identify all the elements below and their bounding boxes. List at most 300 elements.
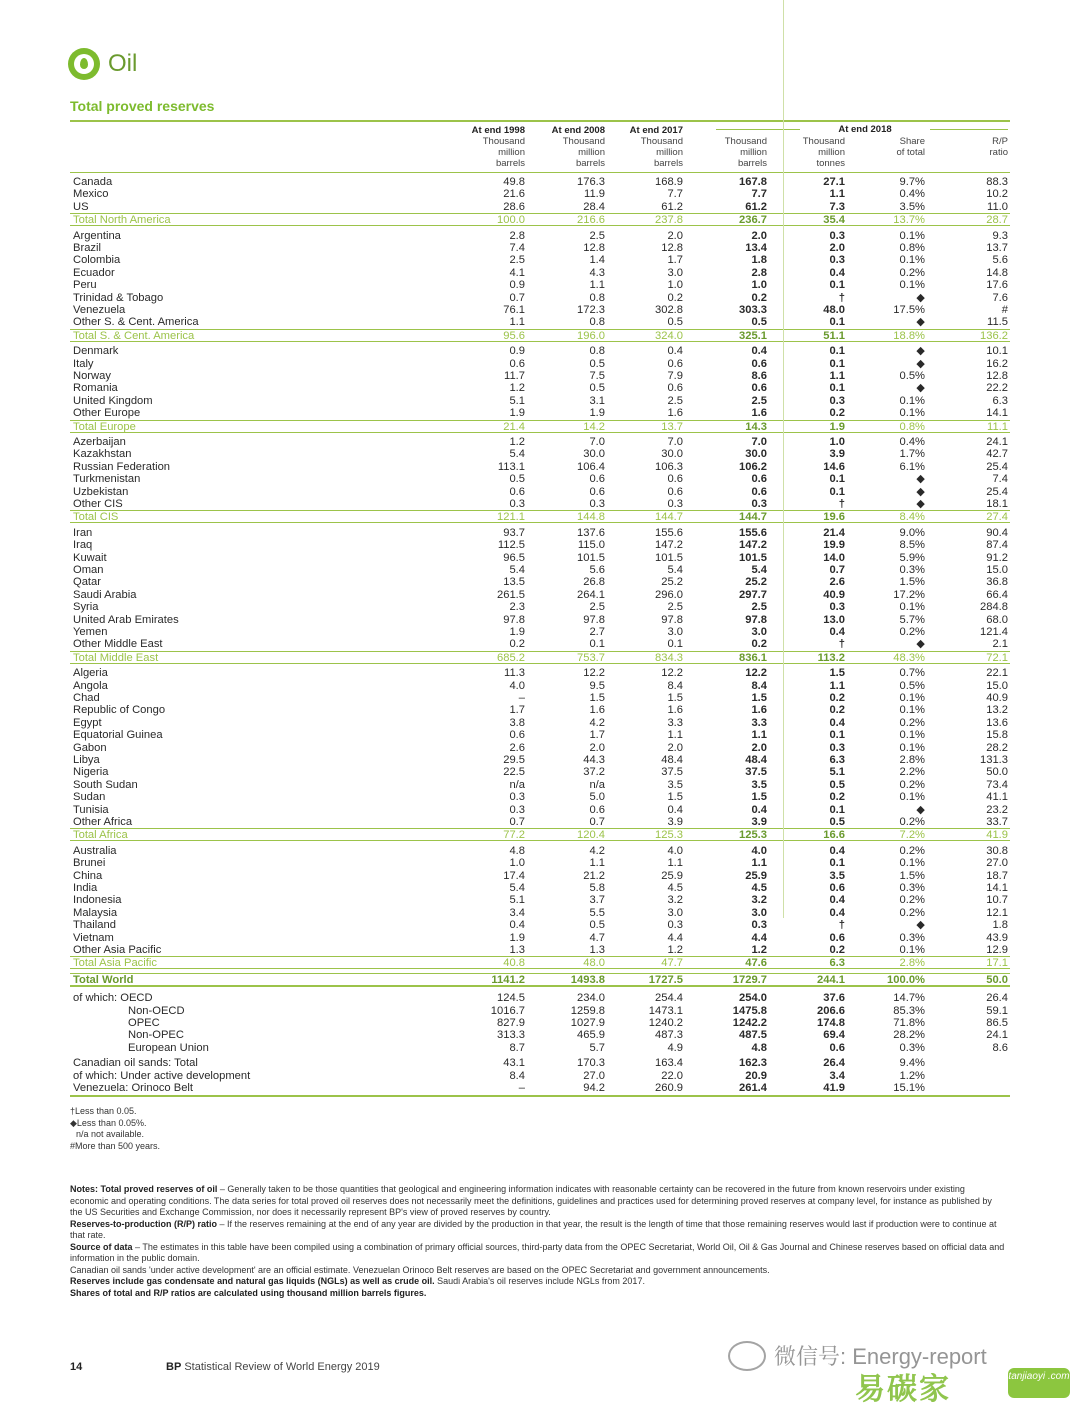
value-2008: 4.3 xyxy=(589,266,605,279)
value-2008: 120.4 xyxy=(577,829,605,842)
value-rp-ratio: 50.0 xyxy=(986,766,1008,779)
value-1998: 0.7 xyxy=(509,291,525,304)
row-label: Non-OECD xyxy=(128,1004,185,1017)
value-2018-tonnes: 13.0 xyxy=(823,613,845,626)
row-label: Malaysia xyxy=(73,906,118,919)
column-header-5: Thousand million tonnes xyxy=(802,136,845,169)
value-2018-tonnes: 51.1 xyxy=(823,329,845,342)
value-2017: 0.5 xyxy=(667,316,683,329)
value-rp-ratio: 23.2 xyxy=(986,803,1008,816)
value-2008: 264.1 xyxy=(577,588,605,601)
table-row xyxy=(70,870,1010,882)
table-row xyxy=(70,894,1010,906)
value-1998: 5.1 xyxy=(509,394,525,407)
value-2018-tonnes: 69.4 xyxy=(823,1029,845,1042)
value-2017: 7.9 xyxy=(667,370,683,382)
value-1998: 97.8 xyxy=(503,613,525,626)
value-rp-ratio: 11.0 xyxy=(987,200,1008,213)
row-label: Mexico xyxy=(73,188,109,201)
value-share: 85.3% xyxy=(893,1004,925,1017)
value-share: 0.4% xyxy=(899,188,925,201)
value-1998: 17.4 xyxy=(503,869,525,882)
value-2008: 0.1 xyxy=(589,638,605,651)
value-2008: n/a xyxy=(589,778,605,791)
value-2017: 144.7 xyxy=(655,511,683,524)
value-2018-tonnes: 40.9 xyxy=(823,588,845,601)
value-share: 14.7% xyxy=(893,992,925,1005)
value-2017: 37.5 xyxy=(661,766,683,779)
value-share: 0.1% xyxy=(899,692,925,704)
value-2018-tonnes: 1.1 xyxy=(829,370,845,382)
value-share: 0.2% xyxy=(899,626,925,638)
value-rp-ratio: 24.1 xyxy=(986,1029,1008,1042)
value-rp-ratio: 131.3 xyxy=(980,754,1008,766)
value-2008: 170.3 xyxy=(577,1057,605,1070)
column-header-1: At end 1998 Thousand million barrels xyxy=(471,125,525,169)
value-2018-barrels: 303.3 xyxy=(739,304,767,316)
value-2008: 1.9 xyxy=(589,407,605,420)
row-label: Total Middle East xyxy=(73,651,159,664)
row-label: Colombia xyxy=(73,254,121,267)
value-rp-ratio: 10.1 xyxy=(986,345,1008,358)
table-row xyxy=(70,407,1010,419)
value-1998: 1.2 xyxy=(509,382,525,395)
table-row xyxy=(70,614,1010,626)
row-label: Egypt xyxy=(73,716,102,729)
column-header-4: Thousand million barrels xyxy=(724,136,767,169)
value-share: 1.2% xyxy=(899,1069,925,1082)
value-2018-barrels: 0.3 xyxy=(751,919,767,932)
value-2018-tonnes: 3.5 xyxy=(829,869,845,882)
value-2018-tonnes: 16.6 xyxy=(823,829,845,842)
value-2017: 0.6 xyxy=(667,357,683,370)
value-2018-barrels: 5.4 xyxy=(751,564,767,576)
value-2018-tonnes: 2.0 xyxy=(829,242,845,254)
value-2018-barrels: 254.0 xyxy=(739,992,767,1005)
value-share: ◆ xyxy=(916,316,925,329)
value-share: 0.1% xyxy=(899,704,925,717)
value-share: 5.7% xyxy=(899,613,925,626)
table-row xyxy=(70,1057,1010,1069)
value-share: 8.4% xyxy=(899,511,925,524)
value-share: 0.1% xyxy=(899,279,925,292)
table-row xyxy=(70,448,1010,460)
row-label: Canada xyxy=(73,176,113,188)
row-label: Brunei xyxy=(73,857,106,870)
publication-title: BP Statistical Review of World Energy 2019 xyxy=(166,1361,380,1373)
value-2018-tonnes: 0.5 xyxy=(829,778,845,791)
value-share: 48.3% xyxy=(893,651,925,664)
value-2018-barrels: 48.4 xyxy=(745,754,767,766)
row-label: Brazil xyxy=(73,242,101,254)
value-1998: 1.7 xyxy=(509,704,525,717)
value-rp-ratio: 7.4 xyxy=(992,473,1008,486)
value-1998: 112.5 xyxy=(497,539,525,552)
value-2018-barrels: 1.2 xyxy=(751,944,767,956)
value-2008: 1.7 xyxy=(589,729,605,742)
value-2018-tonnes: 0.3 xyxy=(829,229,845,242)
table-row xyxy=(70,382,1010,394)
value-1998: 2.5 xyxy=(509,254,525,267)
value-2017: 12.8 xyxy=(661,242,683,254)
row-label: Romania xyxy=(73,382,118,395)
value-2008: 0.6 xyxy=(589,803,605,816)
value-1998: 0.6 xyxy=(509,485,525,498)
value-2008: 4.2 xyxy=(589,716,605,729)
value-2017: 237.8 xyxy=(655,214,683,227)
table-row xyxy=(70,395,1010,407)
value-2018-tonnes: 5.1 xyxy=(829,766,845,779)
value-2017: 4.5 xyxy=(667,882,683,894)
value-1998: 0.3 xyxy=(509,803,525,816)
value-2018-barrels: 3.5 xyxy=(751,778,767,791)
value-rp-ratio: 59.1 xyxy=(986,1004,1008,1017)
value-2017: 12.2 xyxy=(661,667,683,680)
footnote: ◆Less than 0.05%. xyxy=(70,1117,147,1128)
value-2018-barrels: 8.4 xyxy=(751,679,767,692)
value-2018-barrels: 37.5 xyxy=(745,766,767,779)
value-1998: 49.8 xyxy=(503,176,525,188)
value-share: 0.4% xyxy=(899,436,925,448)
value-2018-barrels: 8.6 xyxy=(751,370,767,382)
value-1998: 121.1 xyxy=(497,511,525,524)
table-row xyxy=(70,576,1010,588)
value-2018-barrels: 0.4 xyxy=(751,345,767,358)
value-2017: 0.6 xyxy=(667,485,683,498)
value-2017: 1.7 xyxy=(667,254,683,267)
value-1998: 5.4 xyxy=(509,882,525,894)
value-2017: 47.7 xyxy=(661,957,683,970)
value-share: 9.0% xyxy=(899,526,925,539)
value-rp-ratio: 28.7 xyxy=(986,214,1008,227)
value-2018-barrels: 1242.2 xyxy=(732,1017,767,1029)
table-row xyxy=(70,791,1010,803)
value-rp-ratio: 15.8 xyxy=(986,729,1008,742)
value-1998: – xyxy=(518,692,525,704)
value-1998: 13.5 xyxy=(503,576,525,589)
value-share: 0.1% xyxy=(899,741,925,754)
value-rp-ratio: 41.9 xyxy=(986,829,1008,842)
value-share: 0.2% xyxy=(899,716,925,729)
value-2018-barrels: 1729.7 xyxy=(732,973,767,986)
table-row xyxy=(70,552,1010,564)
table-row xyxy=(70,267,1010,279)
value-2008: 0.3 xyxy=(589,498,605,510)
value-share: 6.1% xyxy=(899,460,925,473)
value-2017: 61.2 xyxy=(661,200,683,213)
value-1998: 77.2 xyxy=(503,829,525,842)
value-2018-barrels: 1.6 xyxy=(751,407,767,420)
value-2018-barrels: 4.4 xyxy=(751,931,767,944)
value-2018-tonnes: 0.2 xyxy=(829,704,845,717)
value-share: 0.3% xyxy=(899,1041,925,1054)
table-row xyxy=(70,589,1010,601)
value-1998: 685.2 xyxy=(497,651,525,664)
row-label: Oman xyxy=(73,564,104,576)
value-share: 0.3% xyxy=(899,564,925,576)
row-label: Other Europe xyxy=(73,407,141,420)
value-1998: 21.6 xyxy=(503,188,525,201)
value-2008: 106.4 xyxy=(577,460,605,473)
row-label: Canadian oil sands: Total xyxy=(73,1057,198,1070)
value-2018-barrels: 1.0 xyxy=(751,279,767,292)
value-2018-barrels: 1.5 xyxy=(751,791,767,804)
value-rp-ratio: 43.9 xyxy=(986,931,1008,944)
value-2018-tonnes: 0.3 xyxy=(829,741,845,754)
value-1998: 124.5 xyxy=(497,992,525,1005)
row-label: Ecuador xyxy=(73,266,115,279)
column-divider xyxy=(783,0,784,918)
value-2017: 163.4 xyxy=(655,1057,683,1070)
value-2017: 2.5 xyxy=(667,601,683,614)
header-rule xyxy=(70,172,1010,173)
value-2017: 22.0 xyxy=(661,1069,683,1082)
row-label: Total Africa xyxy=(73,829,128,842)
row-label: Iraq xyxy=(73,539,93,552)
table-row xyxy=(70,201,1010,213)
value-2017: 1240.2 xyxy=(648,1017,683,1029)
value-2018-tonnes: 1.5 xyxy=(829,667,845,680)
value-rp-ratio: 42.7 xyxy=(986,448,1008,461)
row-label: India xyxy=(73,882,98,894)
value-2018-tonnes: 27.1 xyxy=(823,176,845,188)
value-2017: 25.9 xyxy=(661,869,683,882)
value-share: ◆ xyxy=(916,919,925,932)
value-share: 1.5% xyxy=(899,869,925,882)
value-2018-tonnes: 0.4 xyxy=(829,906,845,919)
value-share: 0.1% xyxy=(899,857,925,870)
value-2018-tonnes: 0.4 xyxy=(829,844,845,857)
value-rp-ratio: 13.2 xyxy=(986,704,1008,717)
group-heading: At end 2018 xyxy=(800,124,930,135)
value-2008: 21.2 xyxy=(583,869,605,882)
value-2017: 1727.5 xyxy=(648,973,683,986)
value-2008: 28.4 xyxy=(583,200,605,213)
row-label: of which: Under active development xyxy=(73,1069,251,1082)
value-2017: 168.9 xyxy=(655,176,683,188)
value-2008: 1.4 xyxy=(589,254,605,267)
value-1998: 22.5 xyxy=(503,766,525,779)
value-2017: 0.2 xyxy=(667,291,683,304)
value-1998: 313.3 xyxy=(497,1029,525,1042)
value-2018-tonnes: 0.4 xyxy=(829,266,845,279)
value-2018-tonnes: 244.1 xyxy=(817,973,845,986)
value-1998: 8.4 xyxy=(509,1069,525,1082)
value-2018-barrels: 2.5 xyxy=(751,394,767,407)
table-row xyxy=(70,717,1010,729)
value-2008: 172.3 xyxy=(577,304,605,316)
value-1998: 2.6 xyxy=(509,741,525,754)
value-2008: 1027.9 xyxy=(570,1017,605,1029)
value-share: 0.1% xyxy=(899,229,925,242)
value-2018-tonnes: 0.1 xyxy=(829,803,845,816)
value-1998: n/a xyxy=(509,778,525,791)
value-rp-ratio: 284.8 xyxy=(980,601,1008,614)
value-rp-ratio: 24.1 xyxy=(986,436,1008,448)
wechat-watermark: 微信号: Energy-report xyxy=(728,1340,987,1371)
value-2017: 3.0 xyxy=(667,906,683,919)
table-row xyxy=(70,601,1010,613)
value-share: 13.7% xyxy=(893,214,925,227)
value-2017: 260.9 xyxy=(655,1082,683,1094)
value-2018-barrels: 3.0 xyxy=(751,906,767,919)
value-2018-barrels: 0.3 xyxy=(751,498,767,510)
value-2017: 125.3 xyxy=(655,829,683,842)
value-rp-ratio: 68.0 xyxy=(986,613,1008,626)
value-share: 17.5% xyxy=(893,304,925,316)
value-2008: 0.6 xyxy=(589,485,605,498)
row-label: US xyxy=(73,200,89,213)
value-2018-tonnes: 0.4 xyxy=(829,894,845,907)
table-row xyxy=(70,486,1010,498)
table-row xyxy=(70,667,1010,679)
value-2008: 37.2 xyxy=(583,766,605,779)
table-row xyxy=(70,461,1010,473)
row-label: Venezuela xyxy=(73,304,126,316)
table-row xyxy=(70,742,1010,754)
table-total-row xyxy=(70,329,1010,342)
value-2018-barrels: 25.9 xyxy=(745,869,767,882)
value-2018-barrels: 297.7 xyxy=(739,588,767,601)
row-label: Total CIS xyxy=(73,511,119,524)
value-2017: 0.4 xyxy=(667,345,683,358)
value-2008: 4.2 xyxy=(589,844,605,857)
value-2008: 1.5 xyxy=(589,692,605,704)
value-2008: 101.5 xyxy=(577,551,605,564)
value-share: ◆ xyxy=(916,803,925,816)
row-label: of which: OECD xyxy=(73,992,153,1005)
value-2018-barrels: 0.6 xyxy=(751,485,767,498)
row-label: Qatar xyxy=(73,576,101,589)
value-rp-ratio: 30.8 xyxy=(986,844,1008,857)
value-2018-barrels: 0.4 xyxy=(751,803,767,816)
value-2018-tonnes: 0.2 xyxy=(829,944,845,956)
value-2018-tonnes: 0.1 xyxy=(829,345,845,358)
value-share: 0.7% xyxy=(899,667,925,680)
row-label: Tunisia xyxy=(73,803,109,816)
value-1998: 5.4 xyxy=(509,448,525,461)
value-2018-barrels: 0.2 xyxy=(751,638,767,651)
row-label: Republic of Congo xyxy=(73,704,166,717)
value-2018-tonnes: 35.4 xyxy=(823,214,845,227)
value-2017: 1.6 xyxy=(667,407,683,420)
value-rp-ratio: 27.0 xyxy=(986,857,1008,870)
row-label: Uzbekistan xyxy=(73,485,129,498)
table-row xyxy=(70,230,1010,242)
value-rp-ratio: 27.4 xyxy=(986,511,1008,524)
value-2018-barrels: 2.8 xyxy=(751,266,767,279)
value-2018-barrels: 7.0 xyxy=(751,436,767,448)
value-share: 0.2% xyxy=(899,894,925,907)
value-2017: 147.2 xyxy=(655,539,683,552)
table-row xyxy=(70,1005,1010,1017)
value-2008: 12.2 xyxy=(583,667,605,680)
value-2018-barrels: 2.0 xyxy=(751,741,767,754)
value-1998: 96.5 xyxy=(503,551,525,564)
row-label: Denmark xyxy=(73,345,119,358)
value-2018-tonnes: 0.1 xyxy=(829,316,845,329)
value-1998: 4.1 xyxy=(509,266,525,279)
value-share: 18.8% xyxy=(893,329,925,342)
value-2008: 216.6 xyxy=(577,214,605,227)
table-row xyxy=(70,539,1010,551)
value-2008: 3.1 xyxy=(589,394,605,407)
value-1998: 11.3 xyxy=(504,667,525,680)
value-2018-tonnes: 1.1 xyxy=(829,188,845,201)
table-row xyxy=(70,1082,1010,1094)
value-2017: 4.4 xyxy=(667,931,683,944)
row-label: Trinidad & Tobago xyxy=(73,291,164,304)
value-share: 9.7% xyxy=(899,176,925,188)
value-1998: 100.0 xyxy=(497,214,525,227)
value-2018-barrels: 325.1 xyxy=(739,329,767,342)
value-share: 0.1% xyxy=(899,394,925,407)
row-label: Other Asia Pacific xyxy=(73,944,162,956)
value-2018-barrels: 144.7 xyxy=(739,511,767,524)
value-2018-barrels: 162.3 xyxy=(739,1057,767,1070)
bottom-rule xyxy=(70,1095,1010,1097)
value-share: 15.1% xyxy=(893,1082,925,1094)
value-1998: 4.0 xyxy=(509,679,525,692)
table-row xyxy=(70,1017,1010,1029)
value-2017: 30.0 xyxy=(661,448,683,461)
row-label: Kuwait xyxy=(73,551,107,564)
value-rp-ratio: 121.4 xyxy=(980,626,1008,638)
value-2008: 5.6 xyxy=(589,564,605,576)
column-header-7: R/P ratio xyxy=(989,136,1008,158)
table-row xyxy=(70,779,1010,791)
value-share: 0.2% xyxy=(899,266,925,279)
value-2018-barrels: 3.9 xyxy=(751,816,767,828)
value-2018-barrels: 2.0 xyxy=(751,229,767,242)
value-share: ◆ xyxy=(916,382,925,395)
value-2018-barrels: 125.3 xyxy=(739,829,767,842)
value-2018-tonnes: 0.6 xyxy=(829,1041,845,1054)
value-2008: 753.7 xyxy=(577,651,605,664)
value-1998: 2.3 xyxy=(509,601,525,614)
value-rp-ratio: 10.7 xyxy=(986,894,1008,907)
value-1998: 5.1 xyxy=(509,894,525,907)
value-rp-ratio: 136.2 xyxy=(980,329,1008,342)
value-2018-barrels: 236.7 xyxy=(739,214,767,227)
row-label: Other CIS xyxy=(73,498,123,510)
page-title: Oil xyxy=(108,50,138,77)
value-rp-ratio: 10.2 xyxy=(986,188,1008,201)
value-2008: 196.0 xyxy=(577,329,605,342)
section-title: Total proved reserves xyxy=(70,98,215,114)
value-share: 0.1% xyxy=(899,791,925,804)
value-rp-ratio: 25.4 xyxy=(986,485,1008,498)
value-2018-barrels: 3.0 xyxy=(751,626,767,638)
value-2017: 106.3 xyxy=(655,460,683,473)
table-total-row xyxy=(70,956,1010,969)
value-rp-ratio: 88.3 xyxy=(986,176,1008,188)
value-2017: 48.4 xyxy=(661,754,683,766)
value-2018-tonnes: † xyxy=(838,638,845,651)
value-2018-barrels: 3.3 xyxy=(751,716,767,729)
column-header-2: At end 2008 Thousand million barrels xyxy=(551,125,605,169)
row-label: China xyxy=(73,869,103,882)
value-2017: 8.4 xyxy=(667,679,683,692)
value-2017: 1.5 xyxy=(667,692,683,704)
value-2018-barrels: 167.8 xyxy=(739,176,767,188)
value-2008: 0.8 xyxy=(589,345,605,358)
table-row xyxy=(70,1070,1010,1082)
value-share: ◆ xyxy=(916,345,925,358)
value-2018-tonnes: 2.6 xyxy=(829,576,845,589)
value-rp-ratio: 14.1 xyxy=(986,882,1008,894)
value-2018-barrels: 13.4 xyxy=(745,242,767,254)
